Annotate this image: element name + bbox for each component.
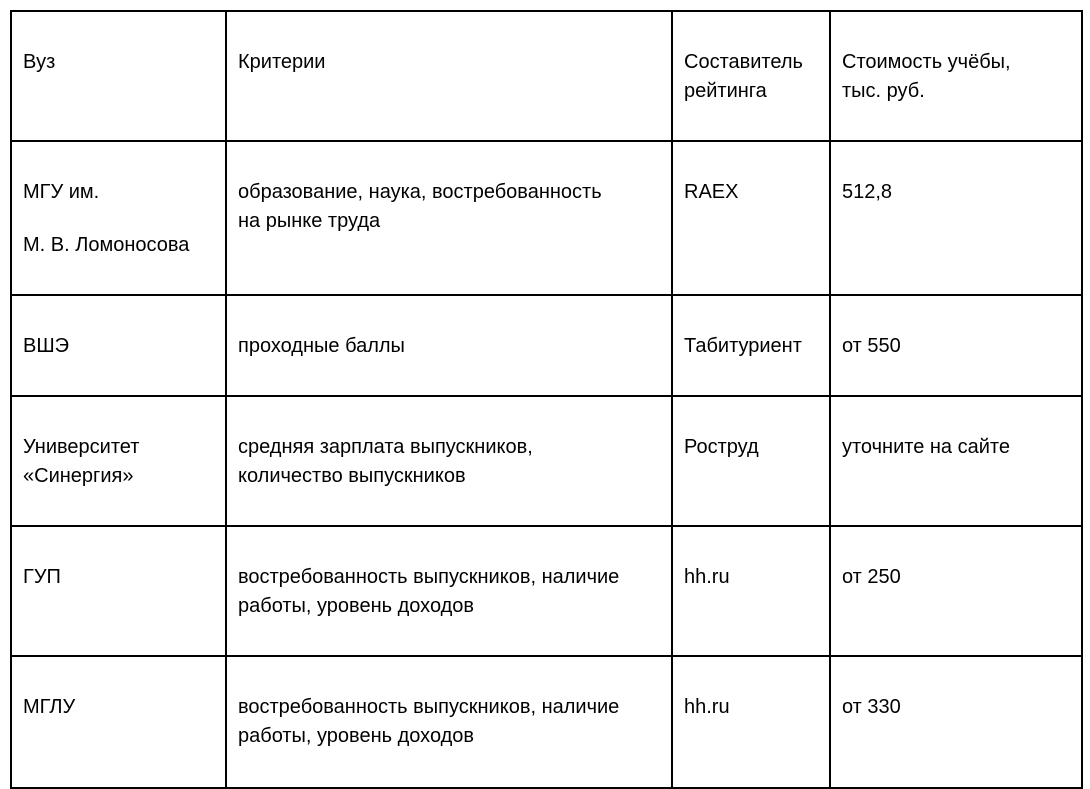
compiler-cell (672, 656, 830, 788)
table-row (11, 396, 1082, 526)
header-row (11, 11, 1082, 141)
compiler-cell (672, 295, 830, 396)
criteria-line1: востребованность выпускников, наличие (238, 566, 620, 588)
university-cell (11, 526, 226, 656)
criteria-line1: образование, наука, востребованность (238, 181, 602, 203)
university-name: ВШЭ (23, 335, 70, 357)
header-cost-label-line1: Стоимость учёбы, (842, 51, 1011, 73)
compiler-value: Табитуриент (684, 335, 802, 357)
university-name-line1: МГУ им. (23, 181, 100, 203)
university-cell (11, 396, 226, 526)
cost-value: от 250 (842, 566, 901, 588)
compiler-value: hh.ru (684, 696, 730, 718)
cost-value: уточните на сайте (842, 436, 1010, 458)
criteria-cell (226, 141, 672, 295)
cost-cell (830, 141, 1082, 295)
table-row (11, 526, 1082, 656)
criteria-cell (226, 656, 672, 788)
criteria-line2: работы, уровень доходов (238, 725, 475, 747)
university-cell (11, 295, 226, 396)
cost-value: от 330 (842, 696, 901, 718)
compiler-value: hh.ru (684, 566, 730, 588)
university-name-line2: «Синергия» (23, 465, 134, 487)
criteria-cell (226, 295, 672, 396)
table-row (11, 141, 1082, 295)
cost-cell (830, 526, 1082, 656)
compiler-value: Роструд (684, 436, 759, 458)
header-compiler-label-line2: рейтинга (684, 80, 767, 102)
university-name-line1: Университет (23, 436, 140, 458)
table-row (11, 295, 1082, 396)
header-criteria (226, 11, 672, 141)
cost-value: 512,8 (842, 181, 893, 203)
criteria-cell (226, 526, 672, 656)
criteria-line1: востребованность выпускников, наличие (238, 696, 620, 718)
header-university (11, 11, 226, 141)
criteria-line1: средняя зарплата выпускников, (238, 436, 533, 458)
university-name: МГЛУ (23, 696, 76, 718)
criteria-cell (226, 396, 672, 526)
header-cost-label-line2: тыс. руб. (842, 80, 925, 102)
criteria-line2: работы, уровень доходов (238, 595, 475, 617)
compiler-cell (672, 141, 830, 295)
university-name-line2: М. В. Ломоносова (23, 234, 190, 256)
header-criteria-label: Критерии (238, 51, 326, 73)
criteria-line1: проходные баллы (238, 335, 405, 357)
table-row (11, 656, 1082, 788)
criteria-line2: количество выпускников (238, 465, 466, 487)
cost-value: от 550 (842, 335, 901, 357)
university-cell (11, 141, 226, 295)
header-university-label: Вуз (23, 51, 56, 73)
criteria-line2: на рынке труда (238, 210, 381, 232)
university-ranking-table (10, 10, 1083, 789)
cost-cell (830, 295, 1082, 396)
university-cell (11, 656, 226, 788)
compiler-cell (672, 396, 830, 526)
header-compiler (672, 11, 830, 141)
header-compiler-label-line1: Составитель (684, 51, 803, 73)
university-name: ГУП (23, 566, 61, 588)
compiler-cell (672, 526, 830, 656)
cost-cell (830, 656, 1082, 788)
compiler-value: RAEX (684, 181, 739, 203)
cost-cell (830, 396, 1082, 526)
header-cost (830, 11, 1082, 141)
